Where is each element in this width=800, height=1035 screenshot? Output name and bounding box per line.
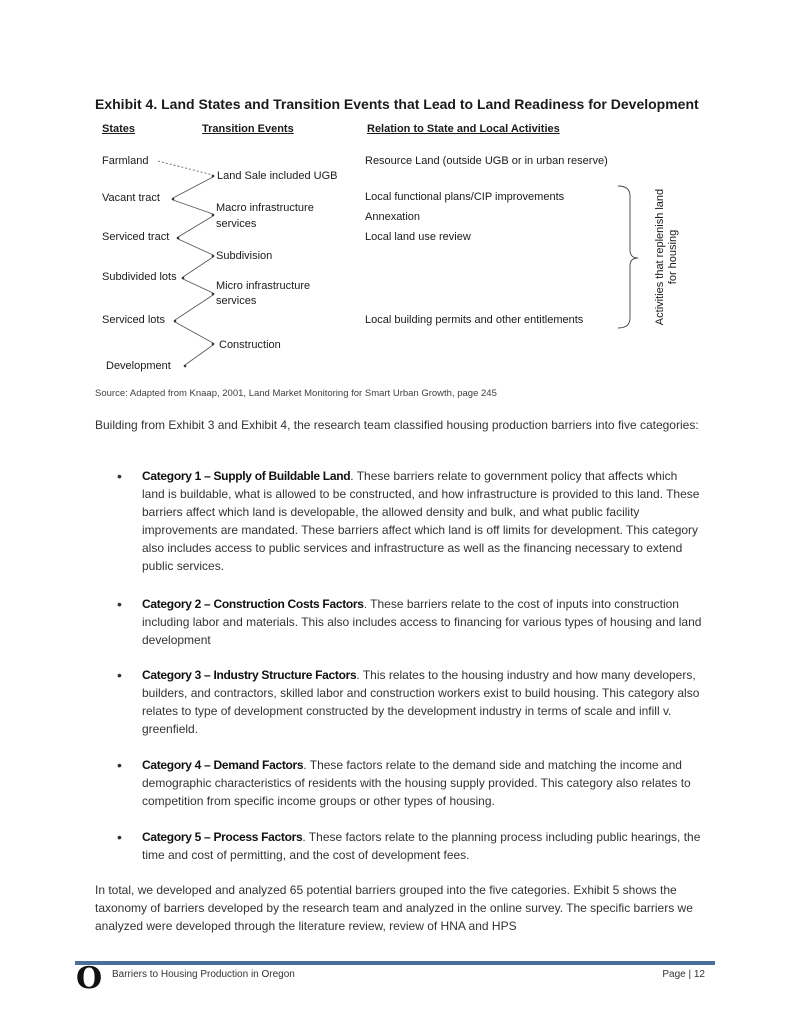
category-text: . These barriers relate to government policy that affects which land is buildable, what is allowed to be constructed, and how infrastructure is provided to this land. These barriers affect which land is developable, the allowed density and bulk, and what public facility improvements are mandated. These barriers affect which land is off limits for development. This category also includes access to public services and infrastructure as well as the financing necessary to extend public services. (142, 469, 700, 573)
event-micro-infrastructure: Micro infrastructure (216, 280, 311, 292)
oregon-logo-icon: O (76, 961, 103, 996)
arrow-dot (212, 293, 215, 296)
exhibit-source: Source: Adapted from Knaap, 2001, Land Market Monitoring for Smart Urban Growth, page 245 (95, 388, 497, 399)
category-lead: Category 1 – Supply of Buildable Land (142, 469, 351, 483)
event-subdivision: Subdivision (216, 250, 273, 262)
bullet-icon: • (117, 829, 122, 845)
event-construction: Construction (219, 339, 281, 351)
category-text: . These barriers relate to the cost of inputs into construction including labor and materials. This also includes access to financing for various types of housing and land development (142, 597, 702, 647)
event-micro-infrastructure-line2: services (216, 295, 257, 307)
arrow-dot (212, 255, 215, 258)
category-lead: Category 2 – Construction Costs Factors (142, 597, 364, 611)
footer-page-number: Page | 12 (662, 969, 705, 980)
connector-line (158, 161, 213, 175)
relation-functional-plans: Local functional plans/CIP improvements (365, 191, 565, 203)
connector-line (173, 200, 213, 214)
arrow-dot (212, 214, 215, 217)
state-subdivided-lots: Subdivided lots (102, 271, 177, 283)
category-lead: Category 5 – Process Factors (142, 830, 303, 844)
arrow-dot (182, 277, 185, 280)
connector-line (178, 216, 213, 237)
bullet-icon: • (117, 596, 122, 612)
connector-line (173, 177, 213, 198)
state-development: Development (106, 360, 171, 372)
bracket-shape (618, 186, 638, 328)
relation-building-permits: Local building permits and other entitlements (365, 314, 584, 326)
relation-annexation: Annexation (365, 211, 421, 223)
connector-line (185, 345, 213, 365)
state-farmland: Farmland (102, 155, 149, 167)
connector-line (178, 239, 213, 255)
bracket-label (654, 177, 680, 337)
relation-land-use-review: Local land use review (365, 231, 471, 243)
state-vacant-tract: Vacant tract (102, 192, 160, 204)
connector-line (183, 279, 213, 293)
exhibit-title: Exhibit 4. Land States and Transition Events that Lead to Land Readiness for Development (95, 96, 699, 112)
relation-resource-land: Resource Land (outside UGB or in urban reserve) (365, 155, 608, 167)
arrow-dot (184, 365, 187, 368)
arrow-dot (174, 320, 177, 323)
footer-doc-title: Barriers to Housing Production in Oregon (112, 969, 295, 980)
closing-paragraph: In total, we developed and analyzed 65 potential barriers grouped into the five categories. Exhibit 5 shows the taxonomy of barriers developed by the research team and analyzed in the online survey. The specific barriers we analyzed were developed through the literature review, review of HNA and HPS (95, 883, 693, 933)
connector-line (183, 257, 213, 277)
bullet-icon: • (117, 468, 122, 484)
intro-paragraph: Building from Exhibit 3 and Exhibit 4, the research team classified housing production barriers into five categories: (95, 418, 699, 432)
arrow-dot (177, 237, 180, 240)
arrow-dot (212, 343, 215, 346)
category-text: . These factors relate to the planning process including public hearings, the time and cost of permitting, and the cost of development fees. (142, 830, 701, 862)
header-relation: Relation to State and Local Activities (367, 123, 560, 135)
category-lead: Category 3 – Industry Structure Factors (142, 668, 357, 682)
event-macro-infrastructure: Macro infrastructure (216, 202, 314, 214)
event-macro-infrastructure-line2: services (216, 218, 257, 230)
state-serviced-tract: Serviced tract (102, 231, 170, 243)
bracket-label-line2: for housing (667, 229, 679, 285)
bullet-icon: • (117, 757, 122, 773)
header-transition-events: Transition Events (202, 123, 294, 135)
category-text: . These factors relate to the demand side and matching the income and demographic characteristics of residents with the housing supply provided. This category also relates to competition from specific income groups or other types of housing. (142, 758, 691, 808)
bracket-label-line1: Activities that replenish land (654, 188, 666, 326)
arrow-dot (172, 198, 175, 201)
footer-divider (75, 961, 715, 965)
arrow-dot (212, 175, 215, 178)
bullet-icon: • (117, 667, 122, 683)
category-lead: Category 4 – Demand Factors (142, 758, 304, 772)
connector-line (175, 295, 213, 320)
state-serviced-lots: Serviced lots (102, 314, 165, 326)
category-text: . This relates to the housing industry and how many developers, builders, and contractors, skilled labor and construction workers exist to build housing. This category also relates to type of development constructed by the development industry in terms of scale and infill v. greenfield. (142, 668, 700, 736)
event-land-sale: Land Sale included UGB (217, 170, 338, 182)
header-states: States (102, 123, 136, 135)
connector-line (175, 322, 213, 343)
